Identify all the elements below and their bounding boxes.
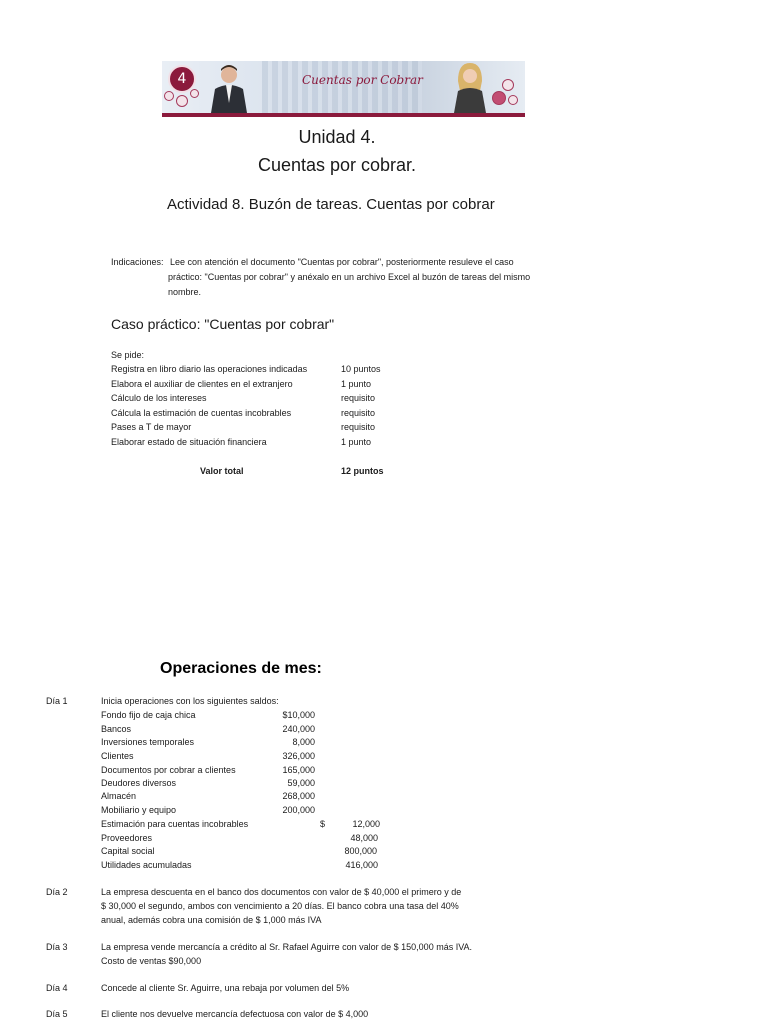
day-text: anual, además cobra una comisión de $ 1,000 más IVA (101, 915, 322, 925)
unit-title: Unidad 4. (298, 127, 376, 147)
banner-title: Cuentas por Cobrar (302, 73, 423, 87)
day-label: Día 1 (46, 696, 68, 706)
bubble-icon (508, 95, 518, 105)
task-item: Cálcula la estimación de cuentas incobrables (111, 408, 292, 418)
bubble-icon (176, 95, 188, 107)
task-value: 1 punto (341, 379, 372, 389)
day-label: Día 2 (46, 887, 68, 897)
instructions-label: Indicaciones: (111, 257, 164, 267)
task-item: Elabora el auxiliar de clientes en el extranjero (111, 379, 293, 389)
bubble-icon (502, 79, 514, 91)
task-value: requisito (341, 408, 376, 418)
day-label: Día 3 (46, 942, 68, 952)
task-value: 1 punto (341, 437, 372, 447)
task-item: Registra en libro diario las operaciones indicadas (111, 364, 308, 374)
activity-title: Actividad 8. Buzón de tareas. Cuentas por cobrar (167, 196, 495, 213)
day-text: Inicia operaciones con los siguientes saldos: (101, 696, 279, 706)
building-background (262, 61, 422, 113)
account-name: Estimación para cuentas incobrables (101, 819, 249, 829)
businesswoman-image (450, 61, 490, 113)
account-amount: 240,000 (282, 724, 315, 734)
account-amount: 48,000 (350, 833, 378, 843)
account-name: Clientes (101, 751, 134, 761)
task-item: Elaborar estado de situación financiera (111, 437, 267, 447)
day-label: Día 5 (46, 1009, 68, 1019)
instructions-line: nombre. (168, 287, 202, 297)
account-amount: 12,000 (352, 819, 380, 829)
account-amount: 268,000 (282, 791, 315, 801)
businessman-image (207, 63, 251, 113)
task-item: Cálculo de los intereses (111, 393, 207, 403)
banner-bar (162, 113, 525, 117)
account-amount: 8,000 (292, 737, 315, 747)
unit-subtitle: Cuentas por cobrar. (257, 155, 417, 175)
unit-number-badge: 4 (168, 65, 196, 93)
day-text: Costo de ventas $90,000 (101, 956, 202, 966)
account-name: Almacén (101, 791, 137, 801)
bubble-icon (492, 91, 506, 105)
day-label: Día 4 (46, 983, 68, 993)
operations-title: Operaciones de mes: (160, 660, 322, 677)
account-name: Utilidades acumuladas (101, 860, 192, 870)
course-banner (162, 61, 525, 117)
account-amount: 326,000 (282, 751, 315, 761)
account-amount: $10,000 (282, 710, 315, 720)
instructions-line: Lee con atención el documento "Cuentas por cobrar", posteriormente resuleve el caso (170, 257, 514, 267)
instructions-line: práctico: "Cuentas por cobrar" y anéxalo en un archivo Excel al buzón de tareas del mismo (168, 272, 531, 282)
account-amount: 165,000 (282, 765, 315, 775)
day-text: La empresa descuenta en el banco dos documentos con valor de $ 40,000 el primero y de (101, 887, 462, 897)
total-value: 12 puntos (341, 466, 384, 476)
task-item: Pases a T de mayor (111, 422, 192, 432)
account-amount: 59,000 (287, 778, 315, 788)
task-value: requisito (341, 422, 376, 432)
day-text: Concede al cliente Sr. Aguirre, una rebaja por volumen del 5% (101, 983, 350, 993)
task-value: requisito (341, 393, 376, 403)
currency-sign: $ (320, 819, 326, 829)
day-text: El cliente nos devuelve mercancía defectuosa con valor de $ 4,000 (101, 1009, 369, 1019)
account-name: Proveedores (101, 833, 153, 843)
account-name: Fondo fijo de caja chica (101, 710, 196, 720)
case-title: Caso práctico: "Cuentas por cobrar" (111, 316, 335, 332)
account-amount: 200,000 (282, 805, 315, 815)
account-name: Deudores diversos (101, 778, 177, 788)
account-amount: 416,000 (345, 860, 378, 870)
bubble-icon (190, 89, 199, 98)
account-amount: 800,000 (344, 846, 377, 856)
total-label: Valor total (200, 466, 244, 476)
day-text: $ 30,000 el segundo, ambos con vencimiento a 20 días. El banco cobra una tasa del 40% (101, 901, 459, 911)
account-name: Inversiones temporales (101, 737, 195, 747)
task-value: 10 puntos (341, 364, 381, 374)
day-text: La empresa vende mercancía a crédito al Sr. Rafael Aguirre con valor de $ 150,000 más IVA. (101, 942, 473, 952)
account-name: Bancos (101, 724, 132, 734)
bubble-icon (164, 91, 174, 101)
se-pide-label: Se pide: (111, 350, 145, 360)
account-name: Mobiliario y equipo (101, 805, 177, 815)
account-name: Capital social (101, 846, 155, 856)
account-name: Documentos por cobrar a clientes (101, 765, 236, 775)
